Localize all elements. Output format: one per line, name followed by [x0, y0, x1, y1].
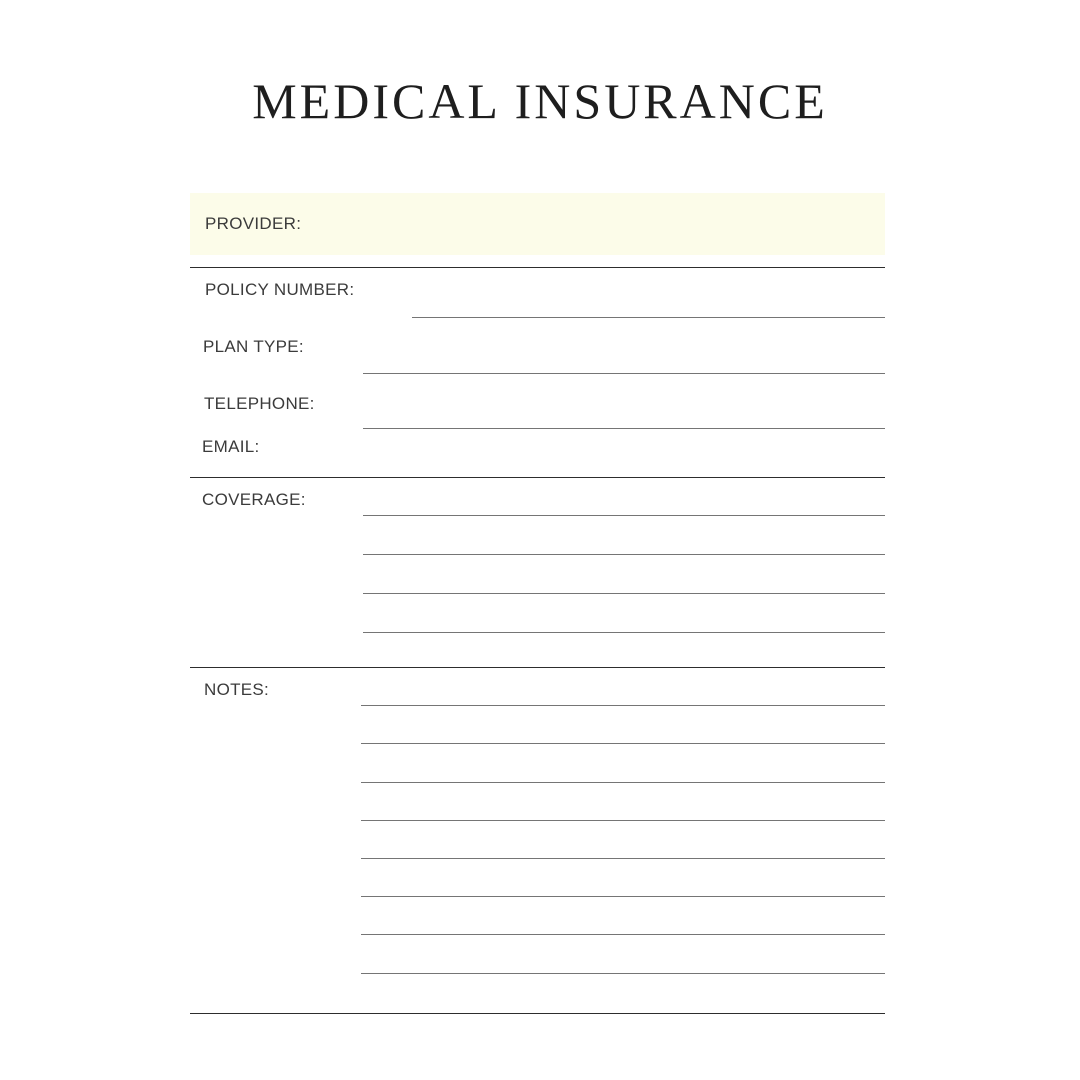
- policy-number-input-line[interactable]: [412, 296, 885, 318]
- write-line[interactable]: [361, 859, 885, 897]
- write-line[interactable]: [361, 744, 885, 782]
- write-line[interactable]: [361, 897, 885, 935]
- telephone-label: TELEPHONE:: [204, 394, 315, 413]
- coverage-lines: [363, 477, 885, 633]
- write-line[interactable]: [361, 783, 885, 821]
- telephone-input-line[interactable]: [363, 407, 885, 429]
- page-title: MEDICAL INSURANCE: [252, 73, 828, 129]
- plan-type-label: PLAN TYPE:: [203, 337, 304, 356]
- plan-type-input-line[interactable]: [363, 352, 885, 374]
- write-line[interactable]: [363, 555, 885, 594]
- write-line[interactable]: [363, 516, 885, 555]
- write-line[interactable]: [363, 477, 885, 516]
- write-line[interactable]: [361, 821, 885, 859]
- write-line[interactable]: [361, 935, 885, 973]
- notes-lines: [361, 668, 885, 974]
- coverage-label: COVERAGE:: [202, 490, 306, 509]
- policy-number-label: POLICY NUMBER:: [205, 280, 355, 299]
- email-label: EMAIL:: [202, 437, 260, 456]
- write-line[interactable]: [363, 594, 885, 633]
- write-line[interactable]: [361, 706, 885, 744]
- provider-label: PROVIDER:: [205, 214, 302, 233]
- write-line[interactable]: [361, 668, 885, 706]
- section-divider-top: [190, 267, 885, 268]
- page-bottom-divider: [190, 1013, 885, 1014]
- provider-field[interactable]: [190, 193, 885, 255]
- notes-label: NOTES:: [204, 680, 270, 699]
